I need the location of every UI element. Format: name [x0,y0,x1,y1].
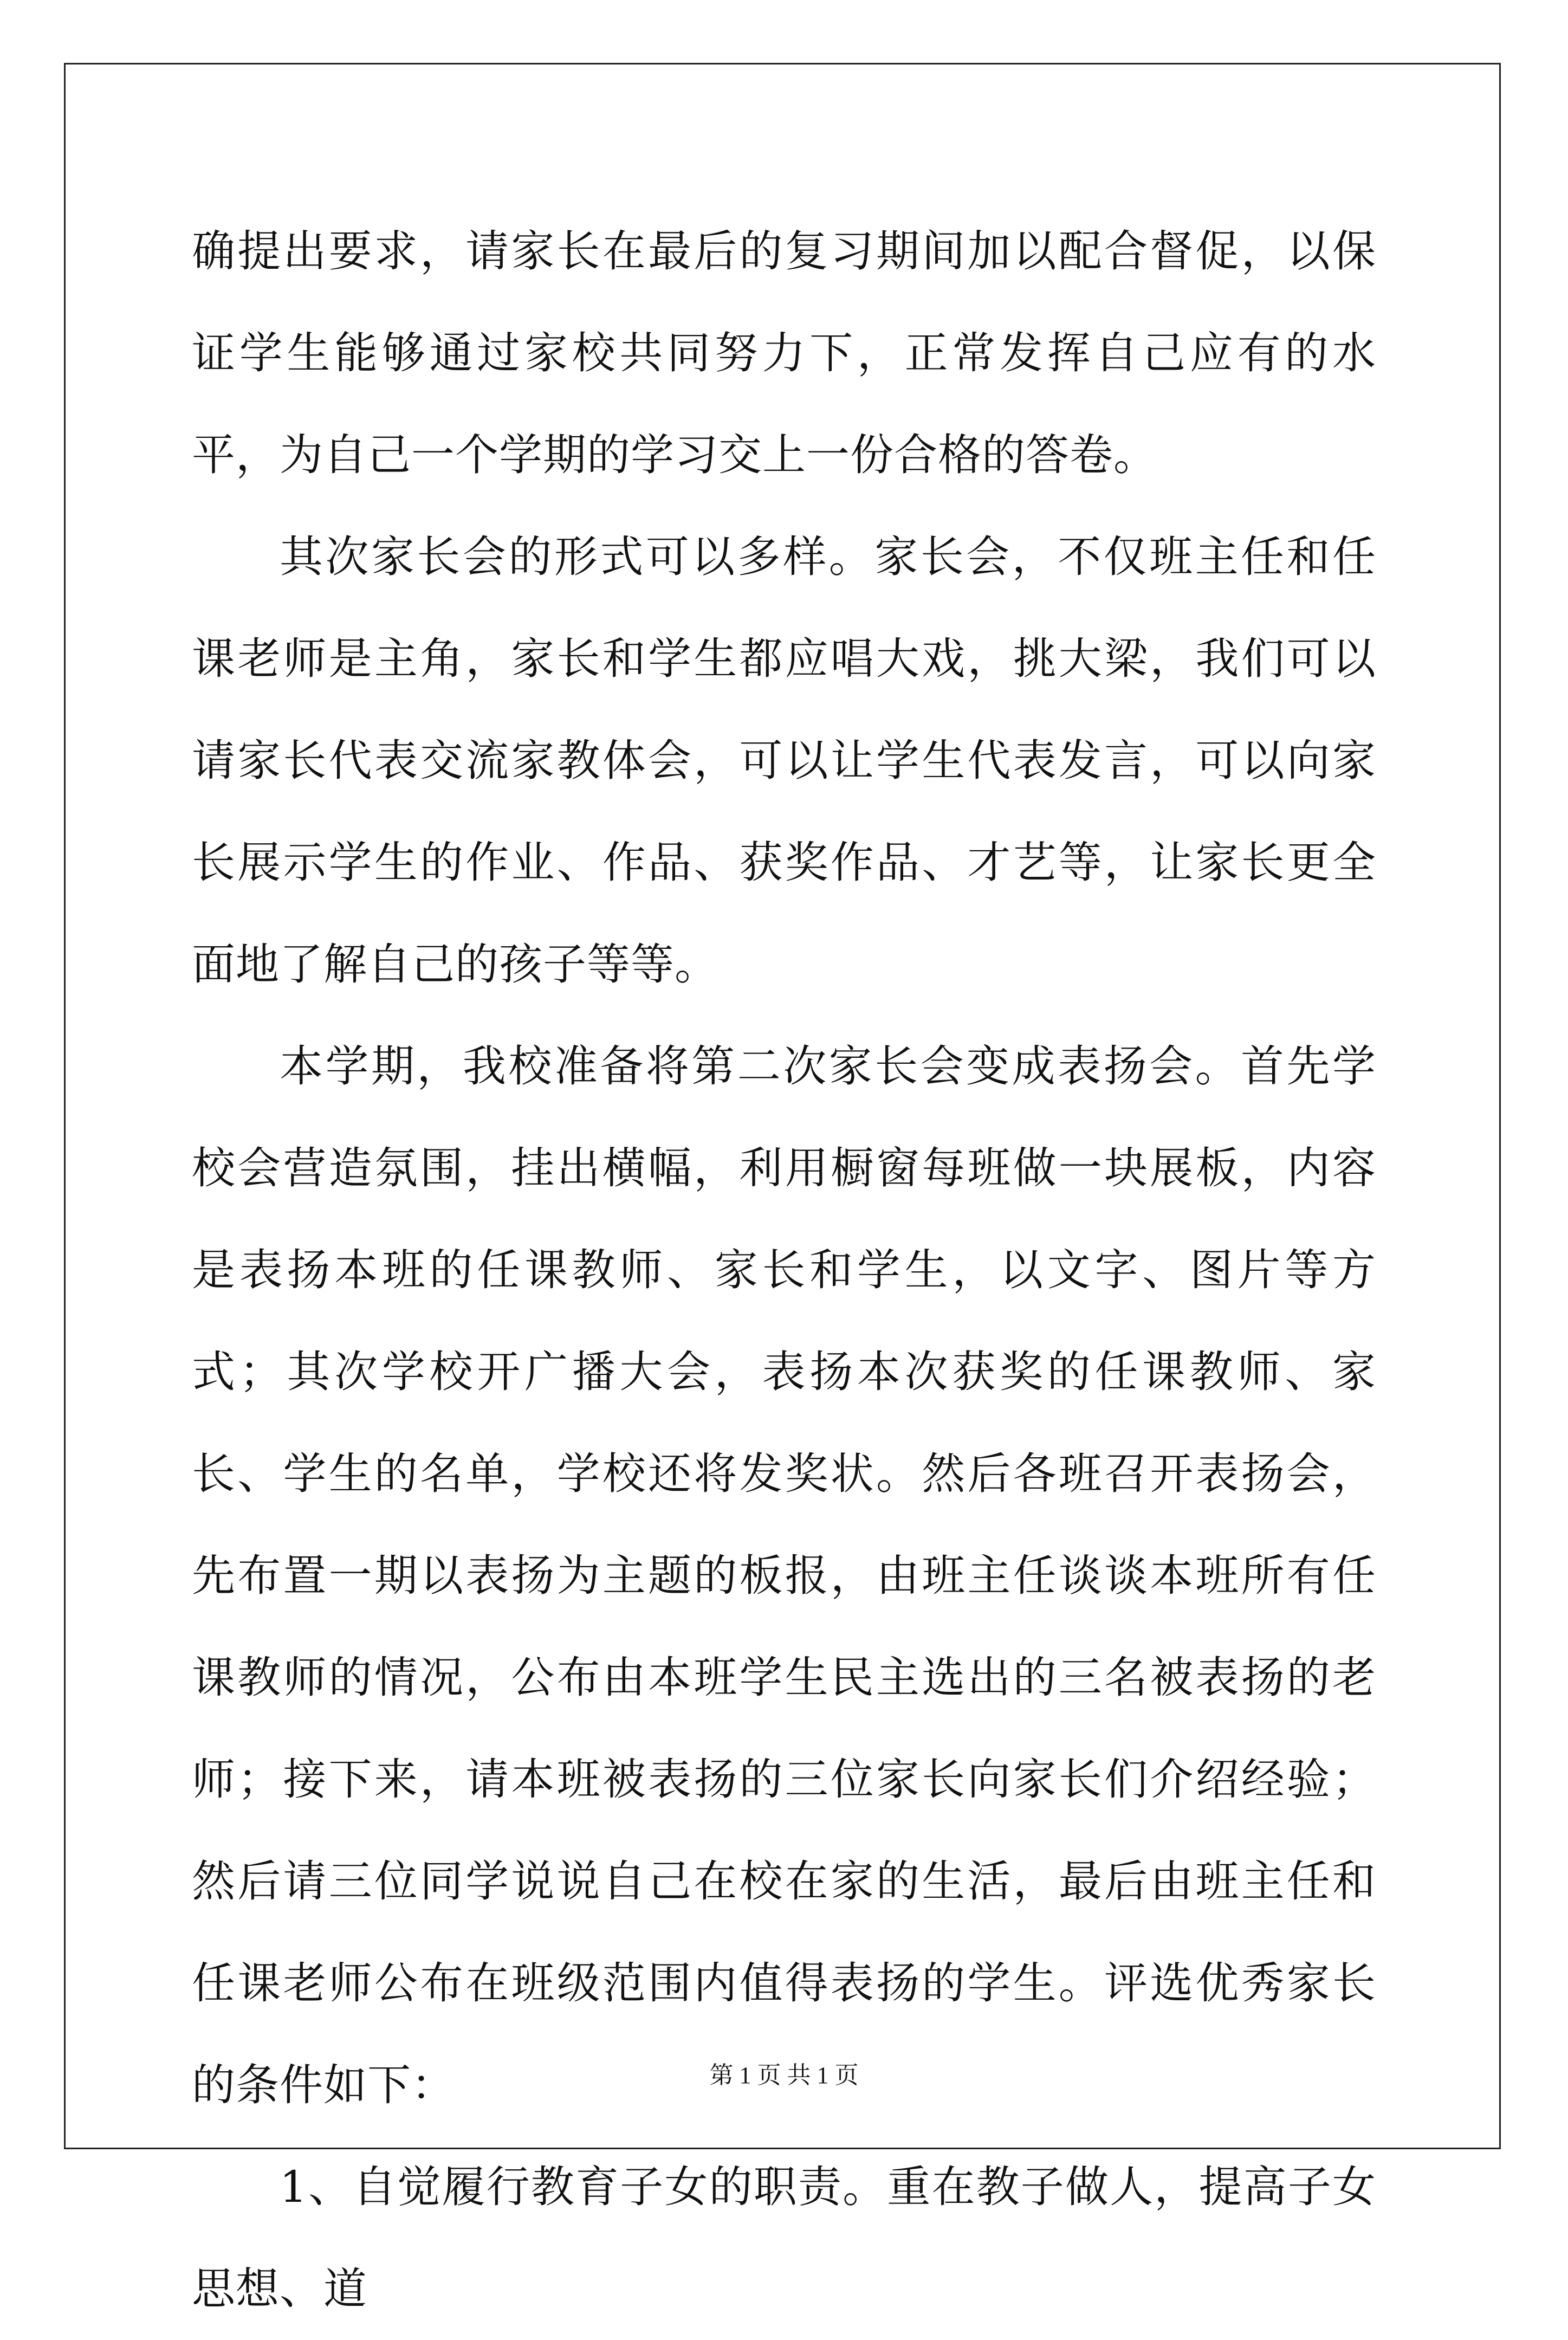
document-body [192,201,1376,2340]
page-footer [0,2059,1568,2092]
paragraph-3: 本学期，我校准备将第二次家长会变成表扬会。首先学校会营造氛围，挂出横幅，利用橱窗每班做一块展板，内容是表扬本班的任课教师、家长和学生，以文字、图片等方式；其次学校开广播大会，表扬本次获奖的任课教师、家长、学生的名单，学校还将发奖状。然后各班召开表扬会，先布置一期以表扬为主题的板报，由班主任谈谈本班所有任课教师的情况，公布由本班学生民主选出的三名被表扬的老师；接下来，请本班被表扬的三位家长向家长们介绍经验；然后请三位同学说说自己在校在家的生活，最后由班主任和任课老师公布在班级范围内值得表扬的学生。评选优秀家长的条件如下： [192,1041,1376,2110]
page-number-label: 第 1 页 共 1 页 [709,2062,859,2089]
paragraph-1: 确提出要求，请家长在最后的复习期间加以配合督促，以保证学生能够通过家校共同努力下，正常发挥自己应有的水平，为自己一个学期的学习交上一份合格的答卷。 [192,226,1376,480]
paragraph-4: 1、自觉履行教育子女的职责。重在教子做人，提高子女思想、道 [192,2162,1376,2314]
paragraph-2: 其次家长会的形式可以多样。家长会，不仅班主任和任课老师是主角，家长和学生都应唱大戏，挑大梁，我们可以请家长代表交流家教体会，可以让学生代表发言，可以向家长展示学生的作业、作品、获奖作品、才艺等，让家长更全面地了解自己的孩子等等。 [192,532,1376,990]
